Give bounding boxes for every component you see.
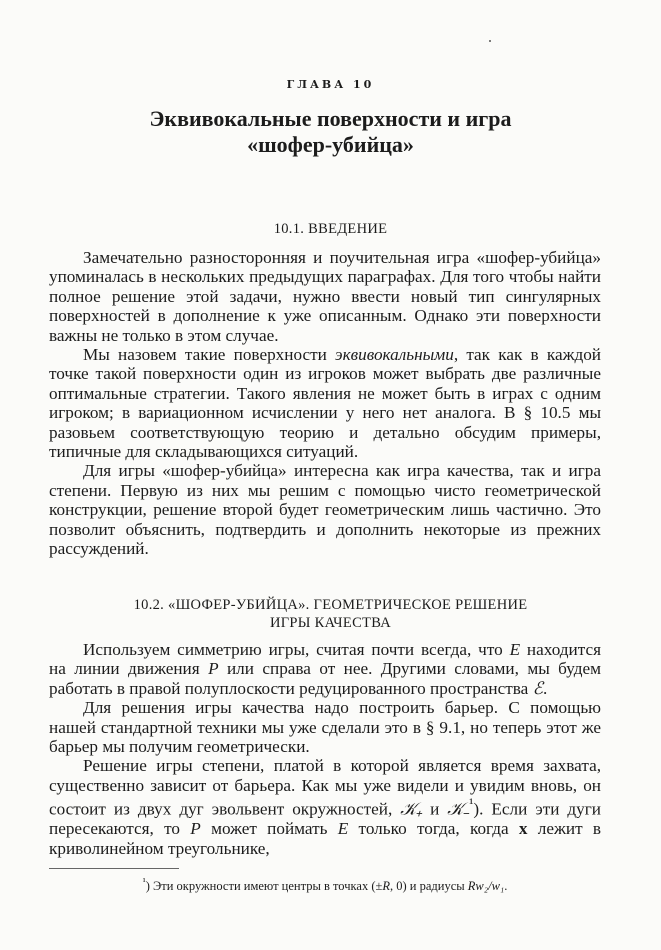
paragraph: Для решения игры качества надо построить барьер. С помощью нашей стандартной техники мы уже сделали это в § 9.1, но теперь этот же барьер мы получим геометрически. — [49, 698, 601, 757]
chapter-title — [100, 106, 561, 158]
section-heading-line1: 10.2. «ШОФЕР-УБИЙЦА». ГЕОМЕТРИЧЕСКОЕ РЕШЕНИЕ — [133, 597, 528, 613]
paragraph: Решение игры степени, платой в которой является время захвата, существенно зависит от барьера. Как мы уже видели и увидим вновь, он состоит из двух дуг эвольвент окружностей, 𝒦₊ и 𝒦₋$^{^1}$). Если эти дуги пересекаются, то P может поймать E только тогда, когда x лежит в криволинейном треугольнике, — [49, 756, 601, 858]
footnote: $^{^1}$) Эти окружности имеют центры в точках (±R, 0) и радиусы Rw₂/w₁. — [142, 877, 508, 894]
chapter-label: ГЛАВА 10 — [286, 78, 375, 91]
section-heading-introduction: 10.1. ВВЕДЕНИЕ — [273, 221, 388, 237]
chapter-title-line1: Эквивокальные поверхности и игра — [149, 106, 512, 131]
chapter-title-line2: «шофер-убийца» — [247, 132, 414, 157]
emphasis: эквивокальными — [335, 345, 454, 365]
speck — [489, 40, 491, 42]
footnote-ref: ¹ — [469, 796, 474, 813]
section-heading-line2: ИГРЫ КАЧЕСТВА — [269, 615, 392, 631]
paragraph: Замечательно разносторонняя и поучительная игра «шофер-убийца» упоминалась в нескольких предыдущих параграфах. Для того чтобы найти полное решение этой задачи, нужно ввести новый тип сингулярных поверхностей в дополнение к уже описанным. Однако эти поверхности важны не только в этом случае. — [49, 248, 601, 345]
paragraph: Для игры «шофер-убийца» интересна как игра качества, так и игра степени. Первую из них мы решим с помощью чисто геометрической конструкции, решение второй будет геометрическим лишь частично. Это позволит объяснить, подтвердить и дополнить некоторые из прежних рассуждений. — [49, 461, 601, 559]
section-heading-geometric-solution — [60, 596, 601, 632]
paragraph: Используем симметрию игры, считая почти всегда, что E находится на линии движения P или справа от нее. Другими словами, мы будем работать в правой полуплоскости редуцированного пространства ℰ. — [49, 640, 602, 698]
paragraph: Мы назовем такие поверхности эквивокальными, так как в каждой точке такой поверхности один из игроков может выбрать две различные оптимальные стратегии. Такого явления не может быть в играх с одним игроком; в вариационном исчислении у него нет аналога. В § 10.5 мы разовьем соответствующую теорию и детально обсудим примеры, типичные для складывающихся ситуаций. — [49, 345, 601, 462]
section-body-geometric-solution — [49, 640, 601, 858]
section-body-introduction — [49, 248, 601, 559]
footnote-rule — [49, 868, 179, 869]
